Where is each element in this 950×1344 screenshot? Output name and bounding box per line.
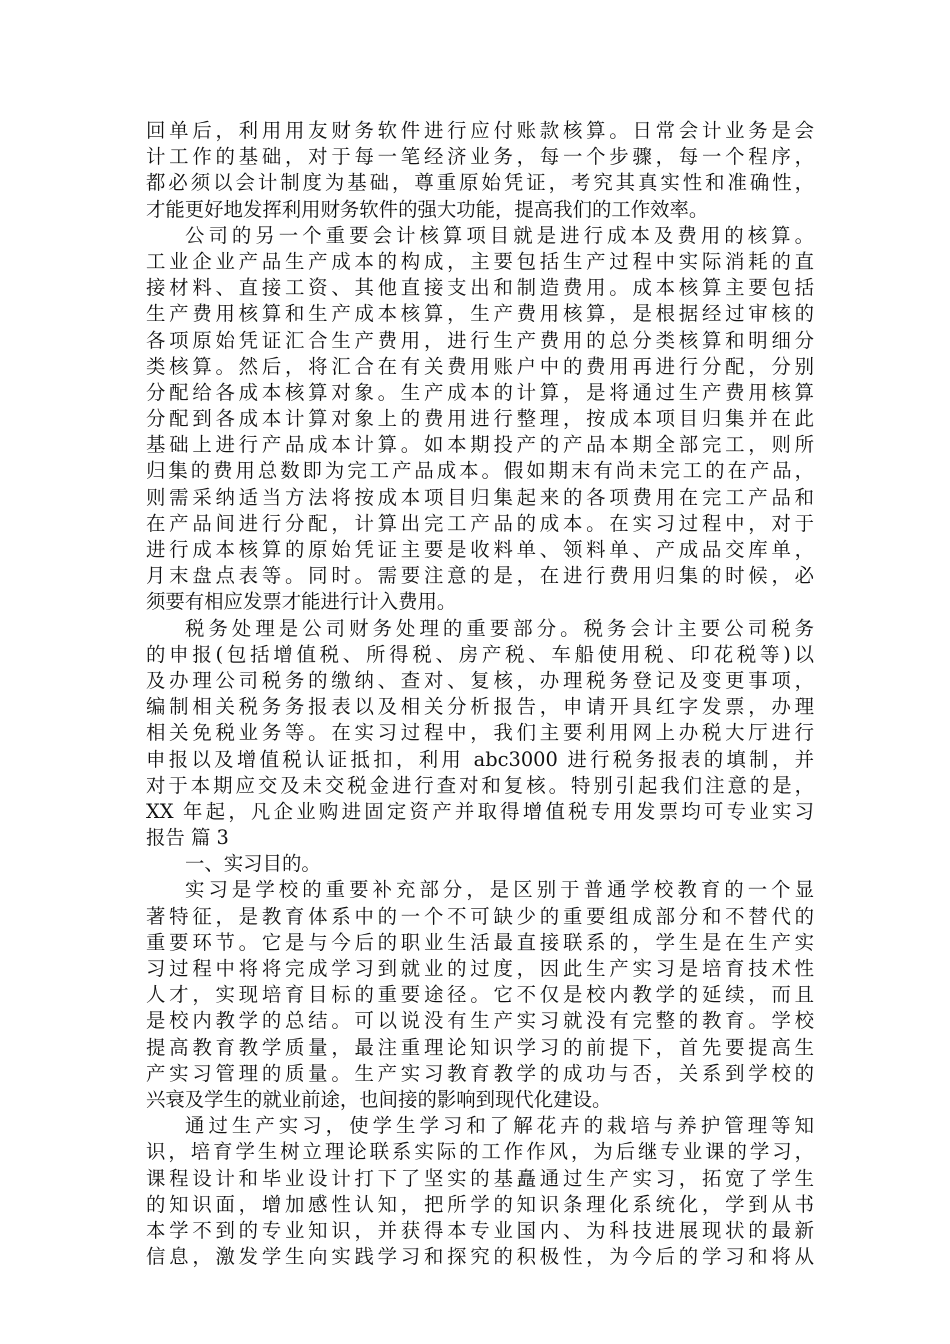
text-line: 计工作的基础，对于每一笔经济业务，每一个步骤，每一个程序，: [146, 145, 814, 169]
text-line: XX 年起，凡企业购进固定资产并取得增值税专用发票均可专业实习: [146, 799, 814, 823]
text-line: 税务处理是公司财务处理的重要部分。税务会计主要公司税务: [185, 616, 814, 640]
text-line: 分配到各成本计算对象上的费用进行整理，按成本项目归集并在此: [146, 407, 814, 431]
text-line: 编制相关税务务报表以及相关分析报告，申请开具红字发票，办理: [146, 695, 814, 719]
text-line: 识，培育学生树立理论联系实际的工作作风，为后继专业课的学习，: [146, 1140, 814, 1164]
text-line: 接材料、直接工资、其他直接支出和制造费用。成本核算主要包括: [146, 276, 814, 300]
text-line: 提高教育教学质量，最注重理论知识学习的前提下，首先要提高生: [146, 1035, 814, 1059]
text-line: 一、实习目的。: [185, 852, 321, 876]
text-line: 及办理公司税务的缴纳、查对、复核，办理税务登记及变更事项，: [146, 668, 814, 692]
text-line: 各项原始凭证汇合生产费用，进行生产费用的总分类核算和明细分: [146, 328, 814, 352]
text-line: 对于本期应交及未交税金进行查对和复核。特别引起我们注意的是，: [146, 773, 814, 797]
document-body: [146, 118, 814, 1270]
text-line: 才能更好地发挥利用财务软件的强大功能，提高我们的工作效率。: [146, 197, 709, 221]
text-line: 生产费用核算和生产成本核算，生产费用核算，是根据经过审核的: [146, 302, 814, 326]
text-line: 人才，实现培育目标的重要途径。它不仅是校内教学的延续，而且: [146, 983, 814, 1007]
text-line: 月末盘点表等。同时。需要注意的是，在进行费用归集的时候，必: [146, 564, 814, 588]
text-line: 则需采纳适当方法将按成本项目归集起来的各项费用在完工产品和: [146, 485, 814, 509]
text-line: 是校内教学的总结。可以说没有生产实习就没有完整的教育。学校: [146, 1009, 814, 1033]
text-line: 分配给各成本核算对象。生产成本的计算，是将通过生产费用核算: [146, 380, 814, 404]
text-line: 实习是学校的重要补充部分，是区别于普通学校教育的一个显: [185, 878, 814, 902]
text-line: 的申报(包括增值税、所得税、房产税、车船使用税、印花税等)以: [146, 642, 814, 666]
text-line: 习过程中将将完成学习到就业的过度，因此生产实习是培育技术性: [146, 957, 814, 980]
text-line: 申报以及增值税认证抵扣，利用 abc3000 进行税务报表的填制，并: [146, 747, 814, 771]
text-line: 基础上进行产品成本计算。如本期投产的产品本期全部完工，则所: [146, 433, 814, 457]
text-line: 重要环节。它是与今后的职业生活最直接联系的，学生是在生产实: [146, 930, 814, 954]
text-line: 本学不到的专业知识，并获得本专业国内、为科技进展现状的最新: [146, 1218, 814, 1242]
text-line: 课程设计和毕业设计打下了坚实的基矗通过生产实习，拓宽了学生: [146, 1166, 814, 1190]
text-line: 产实习管理的质量。生产实习教育教学的成功与否，关系到学校的: [146, 1061, 814, 1085]
text-line: 著特征，是教育体系中的一个不可缺少的重要组成部分和不替代的: [146, 904, 814, 928]
text-line: 信息，激发学生向实践学习和探究的积极性，为今后的学习和将从: [146, 1245, 814, 1269]
text-line: 归集的费用总数即为完工产品成本。假如期末有尚未完工的在产品，: [146, 459, 814, 483]
text-line: 须要有相应发票才能进行计入费用。: [146, 590, 457, 614]
text-line: 相关免税业务等。在实习过程中，我们主要利用网上办税大厅进行: [146, 721, 814, 745]
text-line: 类核算。然后，将汇合在有关费用账户中的费用再进行分配，分别: [146, 354, 814, 378]
text-line: 报告 篇 3: [146, 826, 229, 850]
text-line: 公司的另一个重要会计核算项目就是进行成本及费用的核算。: [185, 223, 814, 247]
text-line: 都必须以会计制度为基础，尊重原始凭证，考究其真实性和准确性，: [146, 171, 814, 195]
text-line: 通过生产实习，使学生学习和了解花卉的栽培与养护管理等知: [185, 1114, 814, 1138]
text-line: 兴衰及学生的就业前途，也间接的影响到现代化建设。: [146, 1087, 612, 1111]
text-line: 在产品间进行分配，计算出完工产品的成本。在实习过程中，对于: [146, 511, 814, 535]
text-line: 回单后，利用用友财务软件进行应付账款核算。日常会计业务是会: [146, 119, 814, 142]
text-line: 工业企业产品生产成本的构成，主要包括生产过程中实际消耗的直: [146, 249, 814, 273]
text-line: 进行成本核算的原始凭证主要是收料单、领料单、产成品交库单，: [146, 538, 814, 561]
text-line: 的知识面，增加感性认知，把所学的知识条理化系统化，学到从书: [146, 1192, 814, 1216]
